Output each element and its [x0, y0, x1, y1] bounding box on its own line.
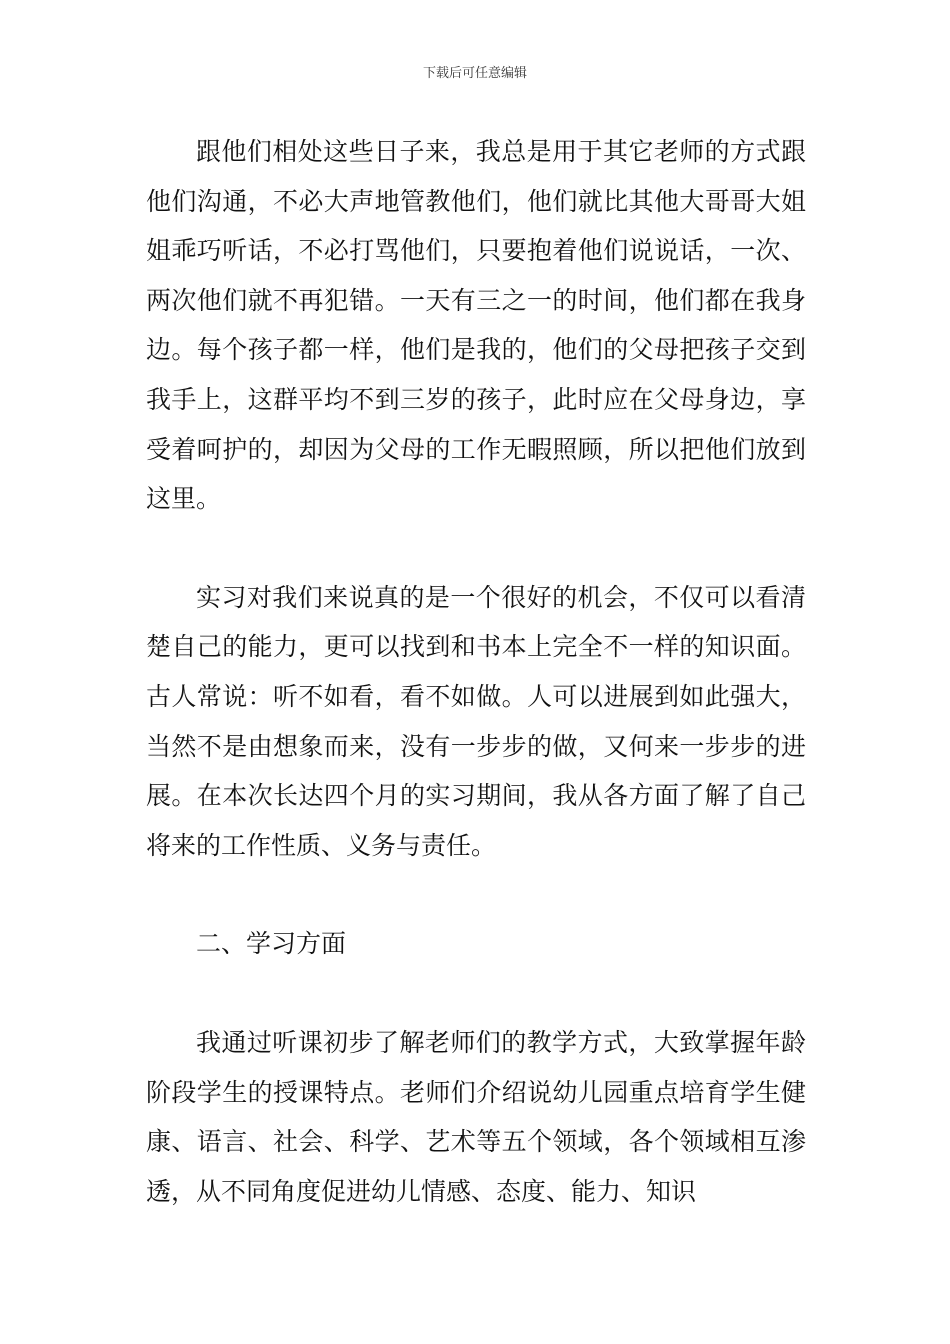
- section-heading-learning: 二、学习方面: [196, 929, 347, 959]
- paragraph-learning-methods: 我通过听课初步了解老师们的教学方式，大致掌握年龄阶段学生的授课特点。老师们介绍说幼儿园重点培育学生健康、语言、社会、科学、艺术等五个领域，各个领域相互渗透，从不同角度促进幼儿情感、态度、能力、知识: [146, 1027, 806, 1206]
- paragraph-teaching-children: 跟他们相处这些日子来，我总是用于其它老师的方式跟他们沟通，不必大声地管教他们，他们就比其他大哥哥大姐姐乖巧听话，不必打骂他们，只要抱着他们说说话，一次、两次他们就不再犯错。一天有三之一的时间，他们都在我身边。每个孩子都一样，他们是我的，他们的父母把孩子交到我手上，这群平均不到三岁的孩子，此时应在父母身边，享受着呵护的，却因为父母的工作无暇照顾，所以把他们放到这里。: [146, 137, 806, 514]
- page-header: 下载后可任意编辑: [422, 66, 527, 81]
- paragraph-internship-opportunity: 实习对我们来说真的是一个很好的机会，不仅可以看清楚自己的能力，更可以找到和书本上完全不一样的知识面。古人常说：听不如看，看不如做。人可以进展到如此强大，当然不是由想象而来，没有一步步的做，又何来一步步的进展。在本次长达四个月的实习期间，我从各方面了解了自己将来的工作性质、义务与责任。: [146, 582, 806, 860]
- document-body: [146, 127, 806, 1216]
